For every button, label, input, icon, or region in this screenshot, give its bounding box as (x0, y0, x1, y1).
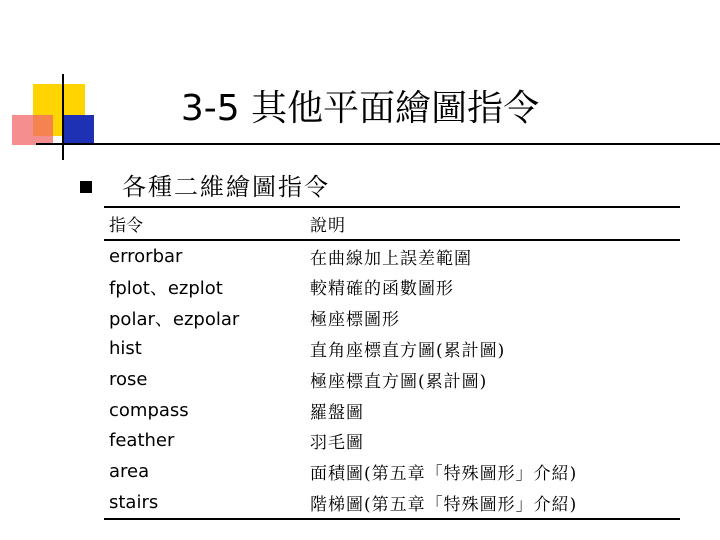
slide-title: 3-5 其他平面繪圖指令 (180, 88, 540, 129)
table-row (104, 302, 680, 333)
command-cell: stairs (109, 492, 159, 514)
square-bullet-icon (80, 181, 92, 193)
command-cell: feather (109, 430, 175, 452)
command-cell: rose (109, 368, 148, 390)
command-cell: fplot、ezplot (109, 277, 223, 299)
table-row (104, 333, 680, 364)
table-row (104, 240, 680, 272)
bullet-item (80, 166, 330, 202)
header-description: 說明 (310, 215, 346, 236)
bullet-text: 各種二維繪圖指令 (122, 172, 330, 201)
description-cell: 羅盤圖 (310, 402, 364, 423)
description-cell: 極座標直方圖(累計圖) (310, 371, 488, 392)
command-cell: hist (109, 338, 142, 360)
command-cell: compass (109, 399, 189, 421)
description-cell: 羽毛圖 (310, 433, 364, 454)
table-row (104, 272, 680, 303)
table-row (104, 426, 680, 457)
command-table (104, 206, 680, 520)
description-cell: 直角座標直方圖(累計圖) (310, 341, 506, 362)
table-row (104, 395, 680, 426)
description-cell: 在曲線加上誤差範圍 (310, 248, 472, 269)
header-command: 指令 (109, 215, 143, 236)
title-divider-line (36, 143, 720, 145)
description-cell: 較精確的函數圖形 (310, 279, 454, 300)
command-cell: errorbar (109, 245, 183, 267)
table-row (104, 487, 680, 519)
command-cell: polar、ezpolar (109, 308, 240, 330)
description-cell: 階梯圖(第五章「特殊圖形」介紹) (310, 495, 578, 516)
description-cell: 極座標圖形 (310, 310, 400, 331)
table-header-row (104, 207, 680, 240)
command-cell: area (109, 461, 150, 483)
table-row (104, 364, 680, 395)
table-row (104, 456, 680, 487)
description-cell: 面積圖(第五章「特殊圖形」介紹) (310, 464, 578, 485)
